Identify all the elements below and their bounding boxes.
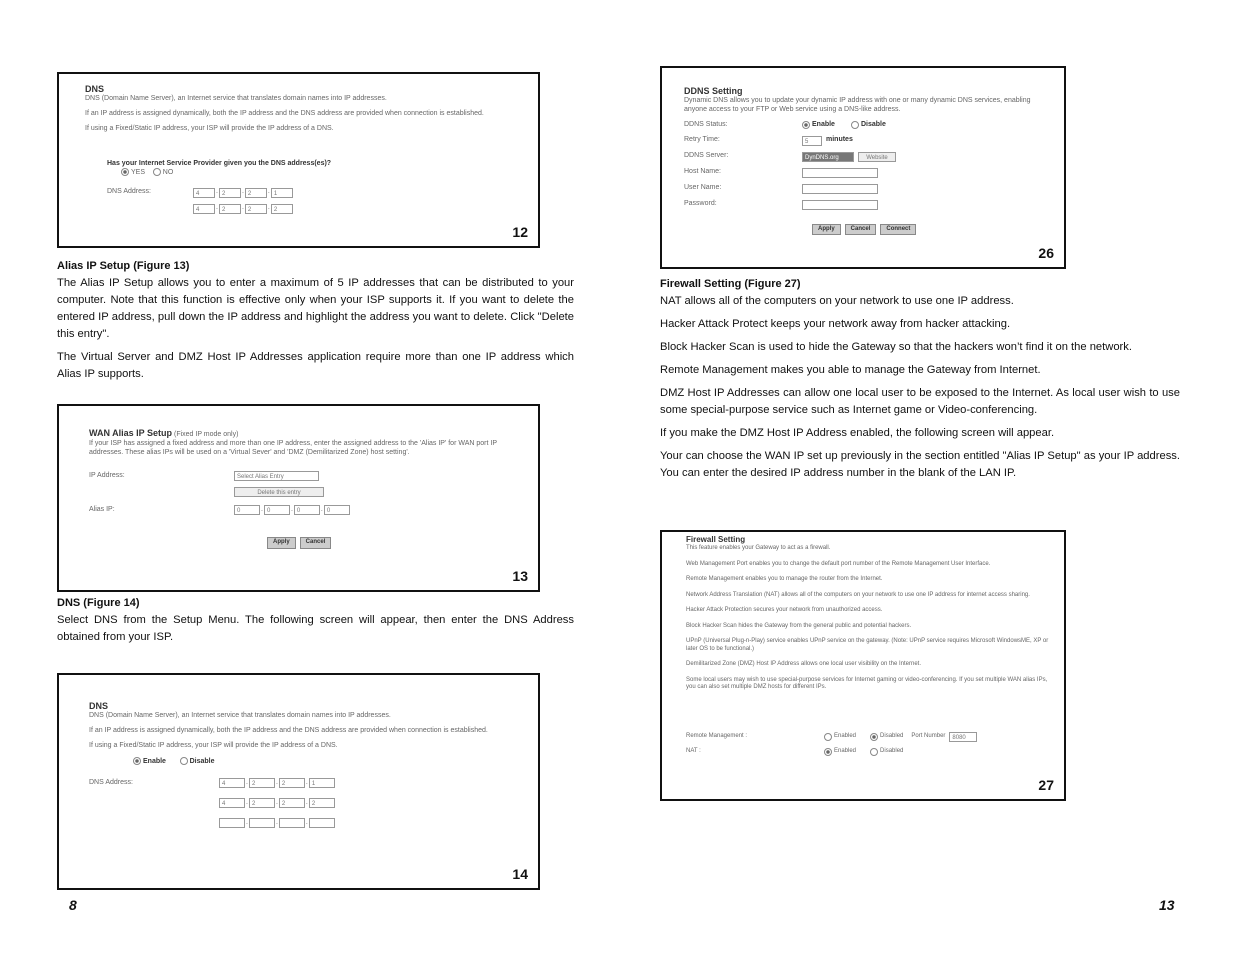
disable-label: Disable (860, 120, 886, 128)
panel-item: Block Hacker Scan hides the Gateway from the general public and potential hackers. (686, 622, 912, 629)
firewall-text (660, 293, 1180, 488)
panel-title: WAN Alias IP Setup (89, 428, 173, 438)
password-input[interactable] (802, 200, 878, 210)
dns-panel-small: DNS DNS (Domain Name Server), an Internet service that translates domain names into IP addresses. If an IP address is assigned dynamically, both the IP address and the DNS address are provided when connection is established. If using a Fixed/Static IP address, your ISP will provide the IP address of a DNS. Has your Internet Service Provider given you the DNS address(es)? YES NO DNS Address: 4 . 2 . 2 . 1 4 . 2 . 2 . 2 (85, 84, 505, 220)
panel-title-note: (Fixed IP mode only) (173, 431, 239, 438)
firewall-heading: Firewall Setting (Figure 27) (660, 278, 801, 290)
dns-text (57, 612, 574, 652)
panel-item: Some local users may wish to use special-purpose services for Internet gaming or video-conferencing. If you set multiple WAN alias IPs, you can also set multiple DMZ hosts for different IPs. (686, 676, 1048, 690)
paragraph: If you make the DMZ Host IP Address enabled, the following screen will appear. (660, 427, 1055, 439)
port-number-label: Port Number (911, 732, 946, 739)
dns1-octet[interactable]: 2 (249, 778, 275, 788)
cancel-button[interactable]: Cancel (300, 537, 332, 549)
dns1-octet[interactable]: 2 (245, 188, 267, 198)
panel-text: If an IP address is assigned dynamically, both the IP address and the DNS address are provided when connection is established. (85, 110, 484, 117)
port-number-input[interactable]: 8080 (949, 732, 977, 742)
rm-disabled-radio[interactable] (870, 733, 878, 741)
dns1-octet[interactable]: 4 (219, 778, 245, 788)
alias-text (57, 275, 574, 389)
host-name-input[interactable] (802, 168, 878, 178)
ip-address-label: IP Address: (89, 471, 125, 479)
dns2-octet[interactable]: 2 (219, 204, 241, 214)
paragraph: NAT allows all of the computers on your network to use one IP address. (660, 295, 1014, 307)
dns-heading: DNS (Figure 14) (57, 597, 140, 609)
nat-disabled-radio[interactable] (870, 748, 878, 756)
website-button[interactable]: Website (858, 152, 896, 162)
dns2-octet[interactable]: 4 (193, 204, 215, 214)
disable-radio[interactable] (180, 757, 188, 765)
page-number-right: 13 (1159, 897, 1175, 913)
delete-entry-button[interactable]: Delete this entry (234, 487, 324, 497)
alias-ip-octet[interactable]: 0 (294, 505, 320, 515)
enable-label: Enable (812, 120, 835, 128)
dns3-octet[interactable] (219, 818, 245, 828)
paragraph: The Alias IP Setup allows you to enter a maximum of 5 IP addresses that can be distributed to your computer. Note that this function is effective only when your ISP supports it. If you want to delete the entered IP address, pull down the IP address and highlight the address you want to delete. Click "Delete this entry". (57, 277, 574, 340)
panel-item: Demilitarized Zone (DMZ) Host IP Address allows one local user visibility on the Internet. (686, 661, 921, 667)
panel-title: Firewall Setting (686, 535, 746, 544)
rm-enabled-label: Enabled (834, 732, 857, 739)
dns2-octet[interactable]: 4 (219, 798, 245, 808)
ddns-status-label: DDNS Status: (684, 120, 728, 128)
figure-number: 26 (1038, 245, 1054, 261)
password-label: Password: (684, 200, 717, 208)
panel-desc: DNS (Domain Name Server), an Internet service that translates domain names into IP addresses. (89, 712, 391, 720)
panel-item: Hacker Attack Protection secures your network from unauthorized access. (686, 607, 883, 613)
alias-entry-select[interactable]: Select Alias Entry (234, 471, 319, 481)
figure-number: 12 (512, 224, 528, 240)
apply-button[interactable]: Apply (812, 224, 841, 236)
figure-number: 27 (1038, 777, 1054, 793)
panel-text: If using a Fixed/Static IP address, your ISP will provide the IP address of a DNS. (89, 741, 338, 749)
panel-desc: If your ISP has assigned a fixed address and more than one IP address, enter the assigned address to the 'Alias IP' for WAN port IP addresses. These alias IPs will be used on a 'Virtual Sever' and 'DMZ (Demilitarized Zone) host setting'. (89, 439, 497, 456)
dns1-octet[interactable]: 1 (309, 778, 335, 788)
figure-27 (660, 530, 1066, 801)
enable-radio[interactable] (802, 121, 810, 129)
no-label: NO (162, 169, 174, 177)
dns-address-label: DNS Address: (107, 188, 151, 196)
dns-panel: DNS DNS (Domain Name Server), an Internet service that translates domain names into IP addresses. If an IP address is assigned dynamically, both the IP address and the DNS address are provided when connection is established. If using a Fixed/Static IP address, your ISP will provide the IP address of a DNS. Enable Disable DNS Address: 4 . 2 . 2 . 1 4 . 2 . 2 . 2 . . . (89, 701, 529, 834)
retry-unit: minutes (826, 136, 853, 144)
paragraph: Remote Management makes you able to manage the Gateway from Internet. (660, 364, 1041, 376)
paragraph: Hacker Attack Protect keeps your network away from hacker attacking. (660, 318, 1011, 330)
paragraph: The Virtual Server and DMZ Host IP Addresses application require more than one IP address which Alias IP supports. (57, 351, 574, 380)
panel-desc: Dynamic DNS allows you to update your dynamic IP address with one or many dynamic DNS services, enabling anyone access to your FTP or Web service using a DNS-like address. (684, 97, 1031, 113)
rm-enabled-radio[interactable] (824, 733, 832, 741)
nat-disabled-label: Disabled (880, 747, 904, 754)
dns3-octet[interactable] (309, 818, 335, 828)
panel-item: Network Address Translation (NAT) allows all of the computers on your network to use one IP address for internet access sharing. (686, 591, 1030, 598)
alias-ip-octet[interactable]: 0 (264, 505, 290, 515)
panel-item: UPnP (Universal Plug-n-Play) service enables UPnP service on the gateway. (Note: UPnP service requires Microsoft WindowsME, XP or later OS to be functional.) (686, 638, 1049, 652)
retry-time-label: Retry Time: (684, 136, 720, 144)
nat-label: NAT : (686, 747, 701, 754)
paragraph: Your can choose the WAN IP set up previously in the section entitled "Alias IP Setup" as your IP address. You can enter the desired IP address number in the blank of the LAN IP. (660, 450, 1180, 479)
panel-text: If using a Fixed/Static IP address, your ISP will provide the IP address of a DNS. (85, 124, 334, 132)
dns1-octet[interactable]: 2 (219, 188, 241, 198)
panel-title: DNS (89, 701, 109, 711)
firewall-panel (686, 535, 1058, 762)
dns1-octet[interactable]: 1 (271, 188, 293, 198)
remote-management-label: Remote Management : (686, 732, 748, 739)
dns1-octet[interactable]: 4 (193, 188, 215, 198)
isp-question: Has your Internet Service Provider given you the DNS address(es)? (107, 159, 332, 167)
ddns-panel (684, 86, 1054, 235)
nat-enabled-label: Enabled (834, 747, 857, 754)
retry-time-input[interactable]: 5 (802, 136, 822, 146)
dns-address-label: DNS Address: (89, 778, 133, 786)
figure-13 (57, 404, 540, 592)
figure-26 (660, 66, 1066, 269)
alias-ip-octet[interactable]: 0 (234, 505, 260, 515)
yes-label: YES (131, 169, 146, 177)
wan-alias-panel: WAN Alias IP Setup (Fixed IP mode only) If your ISP has assigned a fixed address and more than one IP address, enter the assigned address to the 'Alias IP' for WAN port IP addresses. These alias IPs will be used on a 'Virtual Sever' and 'DMZ (Demilitarized Zone) host setting'. IP Address: Select Alias Entry Delete this entry Alias IP: 0 . 0 . 0 . 0 Apply Cancel (89, 428, 519, 549)
nat-enabled-radio[interactable] (824, 748, 832, 756)
dns2-octet[interactable]: 2 (249, 798, 275, 808)
alias-heading: Alias IP Setup (Figure 13) (57, 260, 190, 272)
panel-desc: DNS (Domain Name Server), an Internet service that translates domain names into IP addresses. (85, 95, 387, 103)
figure-14 (57, 673, 540, 890)
ddns-server-select[interactable]: DynDNS.org (802, 152, 854, 162)
disable-label: Disable (189, 757, 215, 765)
panel-title: DDNS Setting (684, 86, 743, 96)
cancel-button[interactable]: Cancel (845, 224, 877, 236)
figure-number: 14 (512, 866, 528, 882)
paragraph: Select DNS from the Setup Menu. The following screen will appear, then enter the DNS Address obtained from your ISP. (57, 614, 574, 643)
dns3-octet[interactable] (279, 818, 305, 828)
dns1-octet[interactable]: 2 (279, 778, 305, 788)
disable-radio[interactable] (851, 121, 859, 129)
alias-ip-label: Alias IP: (89, 505, 115, 513)
ddns-server-label: DDNS Server: (684, 152, 729, 160)
dns2-octet[interactable]: 2 (245, 204, 267, 214)
dns2-octet[interactable]: 2 (271, 204, 293, 214)
panel-text: If an IP address is assigned dynamically, both the IP address and the DNS address are provided when connection is established. (89, 727, 488, 734)
connect-button[interactable]: Connect (880, 224, 916, 236)
apply-button[interactable]: Apply (267, 537, 296, 549)
enable-label: Enable (143, 757, 166, 765)
paragraph: DMZ Host IP Addresses can allow one local user to be exposed to the Internet. As local user wish to use some special-purpose service such as Internet game or Video-conferencing. (660, 387, 1180, 416)
dns3-octet[interactable] (249, 818, 275, 828)
enable-radio[interactable] (133, 757, 141, 765)
panel-subtitle: This feature enables your Gateway to act as a firewall. (686, 545, 831, 551)
alias-ip-octet[interactable]: 0 (324, 505, 350, 515)
dns2-octet[interactable]: 2 (309, 798, 335, 808)
no-radio[interactable] (153, 168, 161, 176)
panel-item: Remote Management enables you to manage the router from the Internet. (686, 576, 883, 582)
dns2-octet[interactable]: 2 (279, 798, 305, 808)
host-name-label: Host Name: (684, 168, 721, 176)
user-name-input[interactable] (802, 184, 878, 194)
panel-item: Web Management Port enables you to change the default port number of the Remote Management User Interface. (686, 560, 991, 567)
panel-title: DNS (85, 84, 105, 94)
paragraph: Block Hacker Scan is used to hide the Gateway so that the hackers won’t find it on the network. (660, 341, 1132, 353)
rm-disabled-label: Disabled (880, 732, 904, 739)
user-name-label: User Name: (684, 184, 722, 192)
yes-radio[interactable] (121, 168, 129, 176)
page-number-left: 8 (69, 897, 77, 913)
figure-12 (57, 72, 540, 248)
figure-number: 13 (512, 568, 528, 584)
